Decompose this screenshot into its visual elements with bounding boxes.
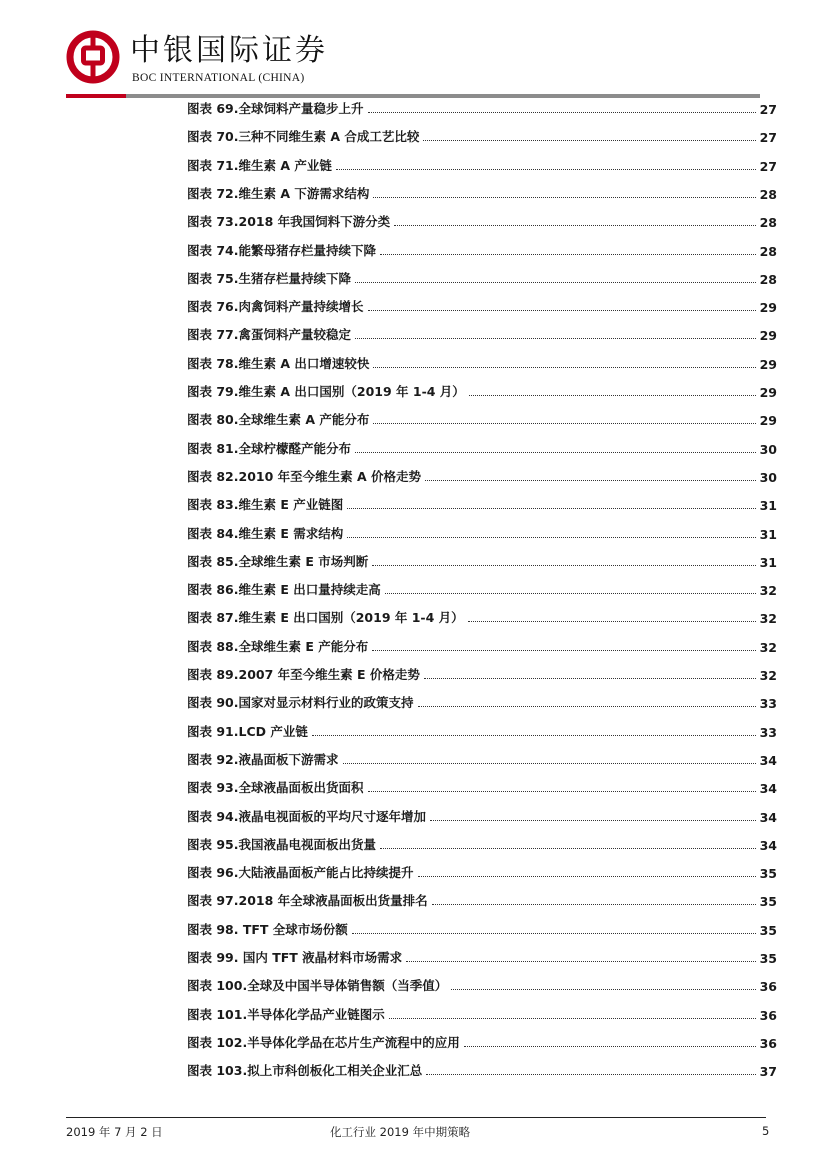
toc-entry-title: 图表 72.维生素 A 下游需求结构 [187, 185, 370, 201]
toc-dot-leader [368, 112, 756, 113]
toc-dot-leader [347, 508, 755, 509]
toc-entry-title: 图表 73.2018 年我国饲料下游分类 [187, 214, 391, 230]
toc-entry[interactable] [187, 691, 777, 711]
toc-entry[interactable] [187, 380, 777, 400]
toc-entry-page: 27 [759, 102, 777, 117]
toc-entry-title: 图表 103.拟上市科创板化工相关企业汇总 [187, 1063, 423, 1079]
toc-entry-title: 图表 88.全球维生素 E 产能分布 [187, 638, 369, 654]
toc-entry[interactable] [187, 1059, 777, 1079]
toc-dot-leader [432, 904, 756, 905]
toc-entry-page: 32 [759, 668, 777, 683]
toc-entry[interactable] [187, 748, 777, 768]
toc-entry-title: 图表 79.维生素 A 出口国别（2019 年 1-4 月） [187, 384, 465, 399]
toc-entry[interactable] [187, 550, 777, 570]
toc-entry-title: 图表 94.液晶电视面板的平均尺寸逐年增加 [187, 808, 426, 824]
toc-entry-title: 图表 89.2007 年至今维生素 E 价格走势 [187, 667, 420, 682]
toc-dot-leader [406, 961, 755, 962]
toc-entry[interactable] [187, 578, 777, 598]
toc-entry-page: 29 [759, 356, 777, 372]
toc-dot-leader [418, 876, 756, 877]
toc-dot-leader [355, 282, 756, 283]
header-rule-accent [66, 94, 126, 98]
toc-dot-leader [418, 706, 756, 707]
footer-report-title: 化工行业 2019 年中期策略 [330, 1125, 471, 1139]
toc-entry[interactable] [187, 323, 777, 343]
toc-entry-page: 35 [759, 951, 777, 966]
toc-entry[interactable] [187, 974, 777, 994]
toc-entry-title: 图表 85.全球维生素 E 市场判断 [187, 553, 369, 569]
toc-entry-title: 图表 76.肉禽饲料产量持续增长 [187, 299, 364, 315]
toc-entry-page: 27 [759, 158, 777, 174]
toc-entry[interactable] [187, 154, 777, 174]
footer-rule [66, 1117, 766, 1118]
toc-entry-title: 图表 80.全球维生素 A 产能分布 [187, 412, 370, 428]
toc-entry-page: 34 [759, 752, 777, 768]
toc-entry-title: 图表 82.2010 年至今维生素 A 价格走势 [187, 468, 422, 484]
toc-entry-title: 图表 101.半导体化学品产业链图示 [187, 1006, 385, 1022]
toc-entry-title: 图表 98. TFT 全球市场份额 [187, 921, 348, 937]
toc-entry-title: 图表 70.三种不同维生素 A 合成工艺比较 [187, 129, 420, 145]
toc-entry-title: 图表 91.LCD 产业链 [187, 723, 308, 739]
toc-entry-title: 图表 74.能繁母猪存栏量持续下降 [187, 242, 376, 258]
toc-entry-page: 34 [759, 837, 777, 853]
toc-entry-title: 图表 84.维生素 E 需求结构 [187, 525, 344, 541]
toc-entry[interactable] [187, 833, 777, 853]
page-header [66, 30, 766, 96]
toc-entry-page: 28 [759, 243, 777, 259]
toc-entry-page: 30 [759, 441, 777, 457]
toc-entry-title: 图表 100.全球及中国半导体销售额（当季值） [187, 978, 448, 994]
toc-entry-page: 37 [759, 1064, 777, 1080]
toc-dot-leader [464, 1046, 756, 1047]
toc-dot-leader [336, 169, 756, 170]
toc-entry-page: 33 [759, 724, 777, 740]
toc-entry-page: 35 [759, 894, 777, 910]
toc-entry[interactable] [187, 437, 777, 457]
toc-entry[interactable] [187, 776, 777, 796]
toc-entry-page: 29 [759, 328, 777, 344]
toc-entry[interactable] [187, 522, 777, 542]
toc-entry-page: 32 [759, 639, 777, 655]
footer-date: 2019 年 7 月 2 日 [66, 1125, 163, 1139]
toc-dot-leader [343, 763, 756, 764]
boc-coin-logo-icon [66, 30, 120, 84]
toc-entry-page: 29 [759, 385, 777, 400]
toc-entry-page: 35 [759, 866, 777, 882]
toc-dot-leader [355, 452, 756, 453]
toc-entry[interactable] [187, 210, 777, 230]
toc-entry-page: 31 [759, 526, 777, 542]
toc-entry-page: 29 [759, 413, 777, 429]
toc-entry[interactable] [187, 465, 777, 485]
toc-dot-leader [469, 395, 756, 396]
toc-dot-leader [355, 338, 756, 339]
toc-entry-title: 图表 77.禽蛋饲料产量较稳定 [187, 327, 351, 343]
toc-entry-page: 28 [759, 215, 777, 231]
toc-dot-leader [373, 197, 755, 198]
toc-dot-leader [389, 1018, 756, 1019]
toc-dot-leader [347, 537, 755, 538]
toc-entry[interactable] [187, 635, 777, 655]
toc-dot-leader [394, 225, 755, 226]
toc-entry[interactable] [187, 946, 777, 966]
brand-name-en: BOC INTERNATIONAL (CHINA) [132, 72, 305, 84]
toc-dot-leader [426, 1074, 755, 1075]
toc-entry-title: 图表 102.半导体化学品在芯片生产流程中的应用 [187, 1034, 460, 1050]
toc-entry-title: 图表 86.维生素 E 出口量持续走高 [187, 582, 381, 598]
toc-entry-page: 36 [759, 979, 777, 995]
toc-entry-title: 图表 95.我国液晶电视面板出货量 [187, 836, 376, 852]
toc-entry[interactable] [187, 267, 777, 287]
toc-entry-title: 图表 71.维生素 A 产业链 [187, 157, 332, 173]
toc-entry[interactable] [187, 1003, 777, 1023]
toc-entry-title: 图表 99. 国内 TFT 液晶材料市场需求 [187, 950, 403, 965]
toc-dot-leader [423, 140, 755, 141]
toc-dot-leader [368, 791, 756, 792]
toc-entry[interactable] [187, 889, 777, 909]
toc-entry-page: 31 [759, 554, 777, 570]
toc-entry[interactable] [187, 1031, 777, 1051]
toc-entry-page: 29 [759, 300, 777, 316]
toc-entry[interactable] [187, 720, 777, 740]
toc-dot-leader [373, 423, 755, 424]
toc-dot-leader [372, 565, 755, 566]
toc-entry[interactable] [187, 182, 777, 202]
toc-entry-page: 31 [759, 498, 777, 514]
toc-entry-page: 32 [759, 583, 777, 599]
toc-entry-page: 34 [759, 781, 777, 797]
toc-entry-title: 图表 92.液晶面板下游需求 [187, 751, 339, 767]
toc-dot-leader [373, 367, 755, 368]
toc-entry[interactable] [187, 352, 777, 372]
toc-entry-page: 27 [759, 130, 777, 146]
toc-entry-page: 36 [759, 1035, 777, 1051]
toc-entry[interactable] [187, 239, 777, 259]
toc-entry-page: 28 [759, 271, 777, 287]
toc-entry[interactable] [187, 125, 777, 145]
toc-entry-title: 图表 75.生猪存栏量持续下降 [187, 270, 351, 286]
toc-entry[interactable] [187, 97, 777, 117]
toc-dot-leader [352, 933, 756, 934]
toc-dot-leader [380, 848, 756, 849]
toc-dot-leader [425, 480, 756, 481]
toc-entry[interactable] [187, 295, 777, 315]
toc-entry-title: 图表 69.全球饲料产量稳步上升 [187, 101, 364, 116]
toc-entry-page: 28 [759, 186, 777, 202]
toc-entry-title: 图表 93.全球液晶面板出货面积 [187, 780, 364, 796]
toc-entry-title: 图表 87.维生素 E 出口国别（2019 年 1-4 月） [187, 610, 464, 626]
toc-entry-page: 32 [759, 611, 777, 627]
toc-entry[interactable] [187, 918, 777, 938]
toc-dot-leader [312, 735, 756, 736]
toc-dot-leader [372, 650, 755, 651]
toc-dot-leader [385, 593, 756, 594]
toc-entry-page: 34 [759, 809, 777, 825]
toc-entry-title: 图表 81.全球柠檬醛产能分布 [187, 440, 351, 456]
toc-entry-page: 36 [759, 1007, 777, 1023]
toc-dot-leader [468, 621, 756, 622]
toc-entry-title: 图表 96.大陆液晶面板产能占比持续提升 [187, 865, 414, 881]
toc-entry[interactable] [187, 861, 777, 881]
toc-dot-leader [424, 678, 756, 679]
toc-entry[interactable] [187, 805, 777, 825]
toc-entry[interactable] [187, 408, 777, 428]
footer-page-number: 5 [762, 1124, 770, 1138]
toc-entry-page: 35 [759, 922, 777, 938]
toc-entry-page: 30 [759, 469, 777, 485]
toc-entry-title: 图表 97.2018 年全球液晶面板出货量排名 [187, 893, 428, 909]
toc-entry-page: 33 [759, 696, 777, 712]
toc-dot-leader [368, 310, 756, 311]
brand-name-cn: 中银国际证券 [130, 33, 328, 68]
toc-entry-title: 图表 78.维生素 A 出口增速较快 [187, 355, 370, 371]
toc-dot-leader [430, 820, 756, 821]
toc-dot-leader [380, 254, 756, 255]
toc-entry-title: 图表 90.国家对显示材料行业的政策支持 [187, 695, 414, 711]
toc-entry[interactable] [187, 663, 777, 683]
toc-entry[interactable] [187, 493, 777, 513]
toc-entry[interactable] [187, 606, 777, 626]
toc-entry-title: 图表 83.维生素 E 产业链图 [187, 497, 344, 513]
toc-dot-leader [451, 989, 755, 990]
